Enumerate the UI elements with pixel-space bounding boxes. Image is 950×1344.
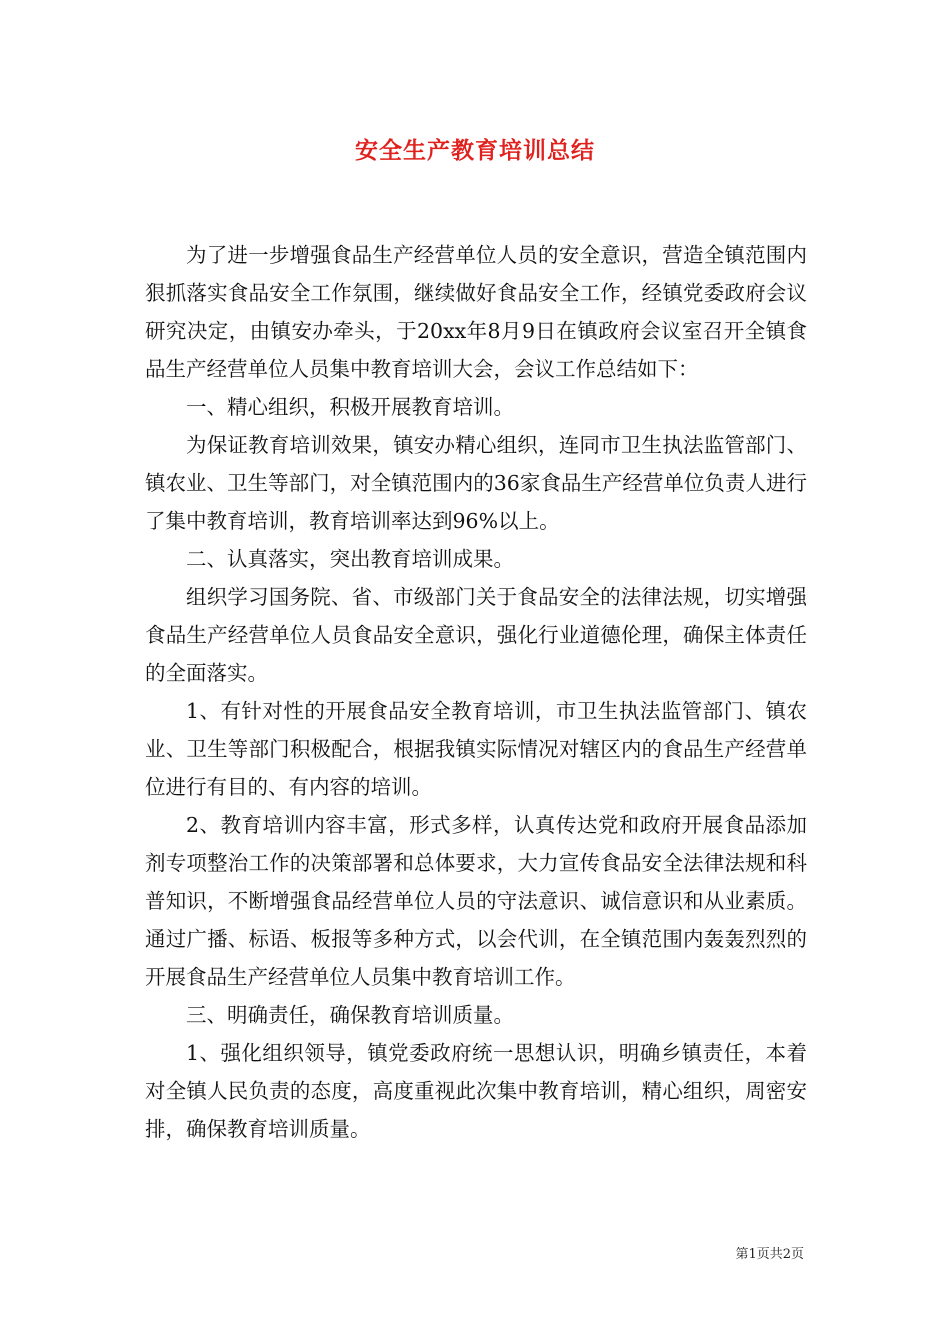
paragraph-section-2-item-2: 2、教育培训内容丰富，形式多样，认真传达党和政府开展食品添加剂专项整治工作的决策部署和总体要求，大力宣传食品安全法律法规和科普知识，不断增强食品经营单位人员的守法意识、诚信意识和从业素质。通过广播、标语、板报等多种方式，以会代训，在全镇范围内轰轰烈烈的开展食品生产经营单位人员集中教育培训工作。 — [145, 813, 807, 989]
paragraph-section-3-item-1: 1、强化组织领导，镇党委政府统一思想认识，明确乡镇责任，本着对全镇人民负责的态度，高度重视此次集中教育培训，精心组织，周密安排，确保教育培训质量。 — [145, 1041, 807, 1141]
document-title: 安全生产教育培训总结 — [355, 137, 595, 164]
heading-section-3: 三、明确责任，确保教育培训质量。 — [186, 1003, 514, 1027]
heading-section-1: 一、精心组织，积极开展教育培训。 — [186, 395, 514, 419]
paragraph-section-2: 组织学习国务院、省、市级部门关于食品安全的法律法规，切实增强食品生产经营单位人员食品安全意识，强化行业道德伦理，确保主体责任的全面落实。 — [145, 585, 807, 685]
heading-section-2: 二、认真落实，突出教育培训成果。 — [186, 547, 514, 571]
page-number: 第1页共2页 — [735, 1247, 804, 1262]
paragraph-intro: 为了进一步增强食品生产经营单位人员的安全意识，营造全镇范围内狠抓落实食品安全工作氛围，继续做好食品安全工作，经镇党委政府会议研究决定，由镇安办牵头，于20xx年8月9日在镇政府会议室召开全镇食品生产经营单位人员集中教育培训大会，会议工作总结如下： — [145, 243, 807, 381]
paragraph-section-2-item-1: 1、有针对性的开展食品安全教育培训，市卫生执法监管部门、镇农业、卫生等部门积极配合，根据我镇实际情况对辖区内的食品生产经营单位进行有目的、有内容的培训。 — [145, 699, 807, 799]
paragraph-section-1: 为保证教育培训效果，镇安办精心组织，连同市卫生执法监管部门、镇农业、卫生等部门，对全镇范围内的36家食品生产经营单位负责人进行了集中教育培训，教育培训率达到96%以上。 — [145, 433, 807, 533]
document-body — [145, 236, 807, 1148]
